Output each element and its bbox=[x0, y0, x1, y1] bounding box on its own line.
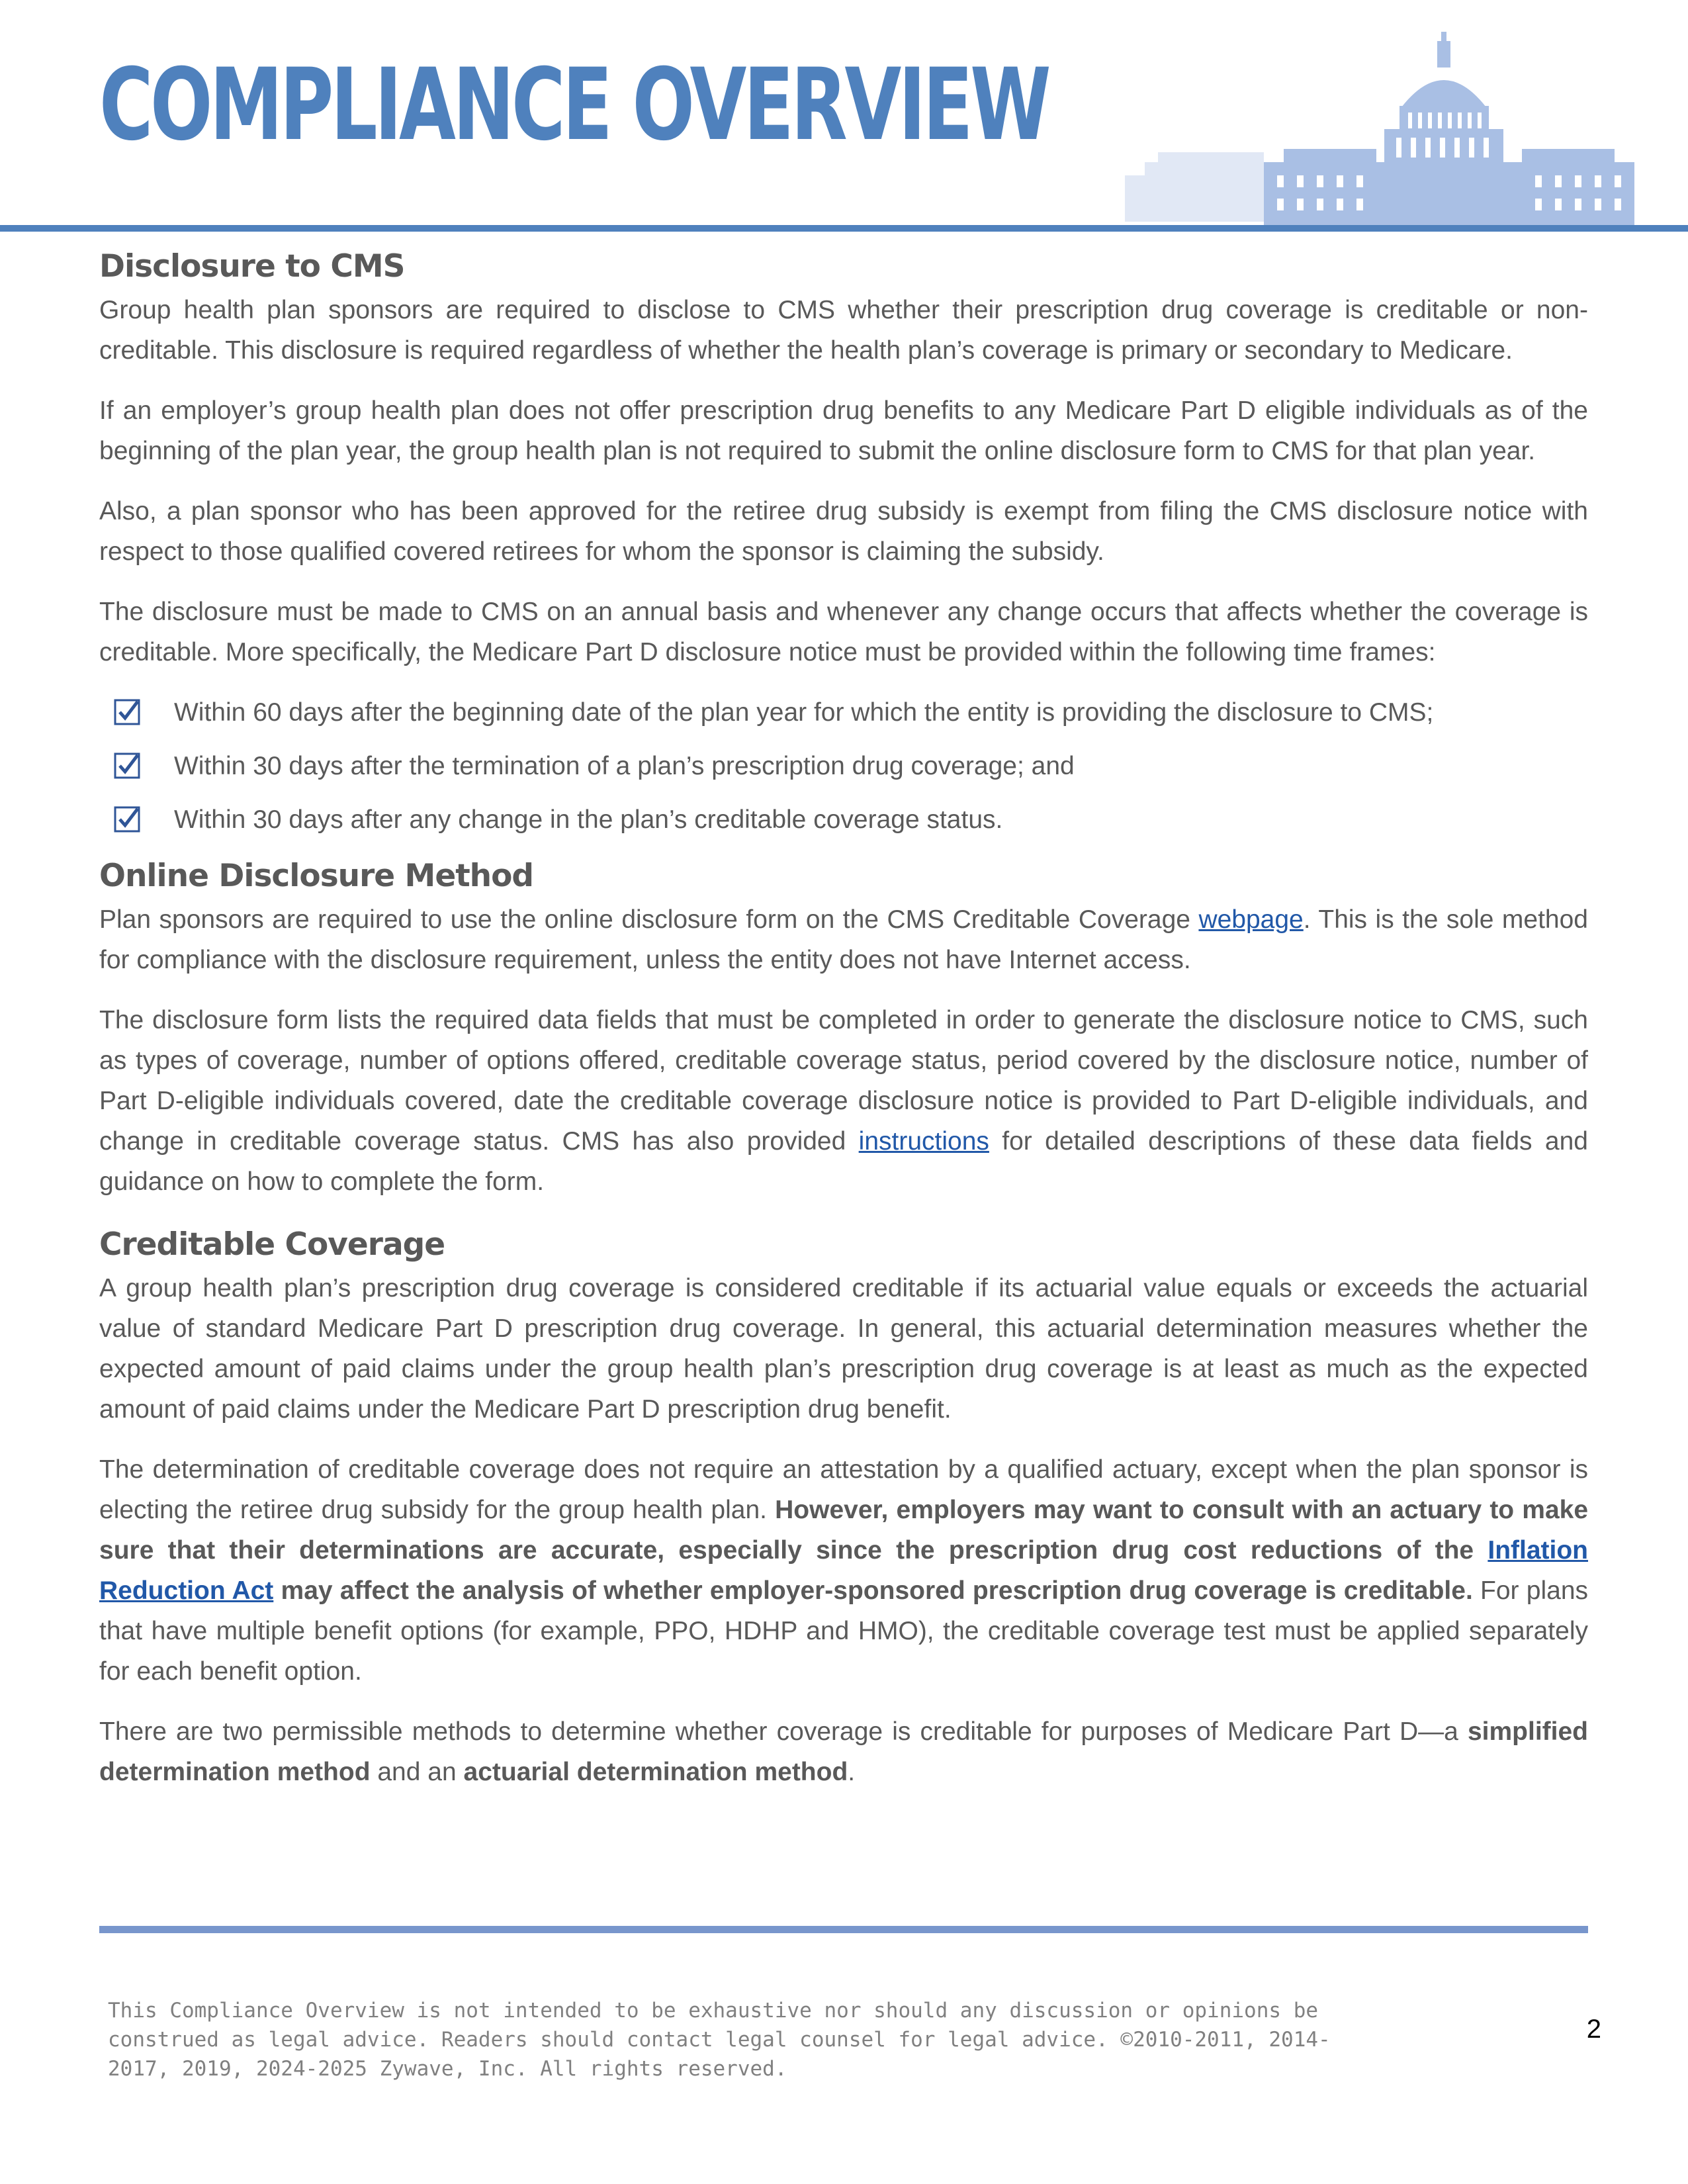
checkbox-checked-icon bbox=[114, 752, 140, 779]
page-number: 2 bbox=[1586, 2015, 1601, 2044]
paragraph: If an employer’s group health plan does not offer prescription drug benefits to any Medicare Part D eligible individuals as of the beginning of the plan year, the group health plan is not required to submit the online disclosure form to CMS for that plan year. bbox=[99, 396, 1588, 465]
checklist-item-text: Within 30 days after the termination of a plan’s prescription drug coverage; and bbox=[174, 752, 1075, 780]
list-item bbox=[99, 746, 1588, 786]
bold-text-run: actuarial determination method bbox=[463, 1758, 848, 1786]
checkbox-checked-icon bbox=[114, 806, 140, 833]
text-run: The determination of creditable coverage does not require an attestation by a qualified actuary, except when the plan sponsor is electing the retiree drug subsidy for the group health plan. bbox=[99, 1455, 1588, 1524]
text-run: for detailed descriptions of these data fields and guidance on how to complete the form. bbox=[99, 1127, 1588, 1196]
text-run: For plans that have multiple benefit options (for example, PPO, HDHP and HMO), the creditable coverage test must be applied separately for each benefit option. bbox=[99, 1576, 1589, 1686]
list-item bbox=[99, 692, 1588, 733]
capitol-building-icon bbox=[1085, 26, 1687, 228]
footer-disclaimer: This Compliance Overview is not intended to be exhaustive nor should any discussion or opinions be construed as legal advice. Readers should contact legal counsel for legal advice. ©2010-2011, 2014-2017, 2019, 2024-2025 Zywave, Inc. All rights reserved. bbox=[108, 1999, 1331, 2081]
page-content bbox=[99, 244, 1588, 1812]
paragraph bbox=[99, 1000, 1588, 1202]
checklist-item-text: Within 30 days after any change in the plan’s creditable coverage status. bbox=[174, 805, 1003, 834]
webpage-link[interactable]: webpage bbox=[1198, 905, 1304, 934]
bold-text-run: simplified determination method bbox=[99, 1717, 1588, 1786]
paragraph bbox=[99, 899, 1588, 980]
text-run: Plan sponsors are required to use the online disclosure form on the CMS Creditable Coverage bbox=[99, 905, 1199, 934]
text-run: The disclosure form lists the required data fields that must be completed in order to generate the disclosure notice to CMS, such as types of coverage, number of options offered, creditable coverage status, period covered by the disclosure notice, number of Part D-eligible individuals covered, date the creditable coverage disclosure notice is provided to Part D-eligible individuals, and change in creditable coverage status. CMS has also provided bbox=[99, 1006, 1588, 1156]
text-run: and an bbox=[370, 1758, 464, 1786]
paragraph: Also, a plan sponsor who has been approved for the retiree drug subsidy is exempt from filing the CMS disclosure notice with respect to those qualified covered retirees for whom the sponsor is claiming the subsidy. bbox=[99, 497, 1588, 566]
paragraph: The disclosure must be made to CMS on an annual basis and whenever any change occurs that affects whether the coverage is creditable. More specifically, the Medicare Part D disclosure notice must be provided within the following time frames: bbox=[99, 598, 1588, 666]
paragraph bbox=[99, 1711, 1588, 1792]
text-run: may affect the analysis of whether employer-sponsored prescription drug coverage is creditable. bbox=[273, 1576, 1473, 1605]
text-run: However, employers may want to consult with an actuary to make sure that their determinations are accurate, especially since the prescription drug cost reductions of the bbox=[99, 1496, 1589, 1565]
paragraph: Group health plan sponsors are required to disclose to CMS whether their prescription drug coverage is creditable or non-creditable. This disclosure is required regardless of whether the health plan’s coverage is primary or secondary to Medicare. bbox=[99, 296, 1588, 365]
text-run: . bbox=[848, 1758, 856, 1786]
timeframe-checklist bbox=[99, 692, 1588, 840]
text-run: There are two permissible methods to determine whether coverage is creditable for purposes of Medicare Part D—a bbox=[99, 1717, 1468, 1746]
checklist-item-text: Within 60 days after the beginning date of the plan year for which the entity is providing the disclosure to CMS; bbox=[174, 698, 1434, 727]
page-header-title: COMPLIANCE OVERVIEW bbox=[99, 48, 1049, 163]
checkbox-checked-icon bbox=[114, 699, 140, 725]
header-divider bbox=[0, 225, 1688, 232]
section-heading-disclosure-to-cms: Disclosure to CMS bbox=[99, 248, 405, 285]
text-run: . This is the sole method for compliance with the disclosure requirement, unless the entity does not have Internet access. bbox=[99, 905, 1588, 974]
inflation-reduction-act-link[interactable]: Inflation Reduction Act bbox=[99, 1536, 1588, 1605]
section-heading-creditable-coverage: Creditable Coverage bbox=[99, 1226, 445, 1263]
list-item bbox=[99, 799, 1588, 840]
paragraph: A group health plan’s prescription drug coverage is considered creditable if its actuarial value equals or exceeds the actuarial value of standard Medicare Part D prescription drug coverage. In general, this actuarial determination measures whether the expected amount of paid claims under the group health plan’s prescription drug coverage is at least as much as the expected amount of paid claims under the Medicare Part D prescription drug benefit. bbox=[99, 1274, 1588, 1424]
content-divider bbox=[99, 1926, 1588, 1933]
paragraph bbox=[99, 1449, 1588, 1692]
section-heading-online-disclosure-method: Online Disclosure Method bbox=[99, 858, 534, 894]
instructions-link[interactable]: instructions bbox=[858, 1127, 989, 1156]
